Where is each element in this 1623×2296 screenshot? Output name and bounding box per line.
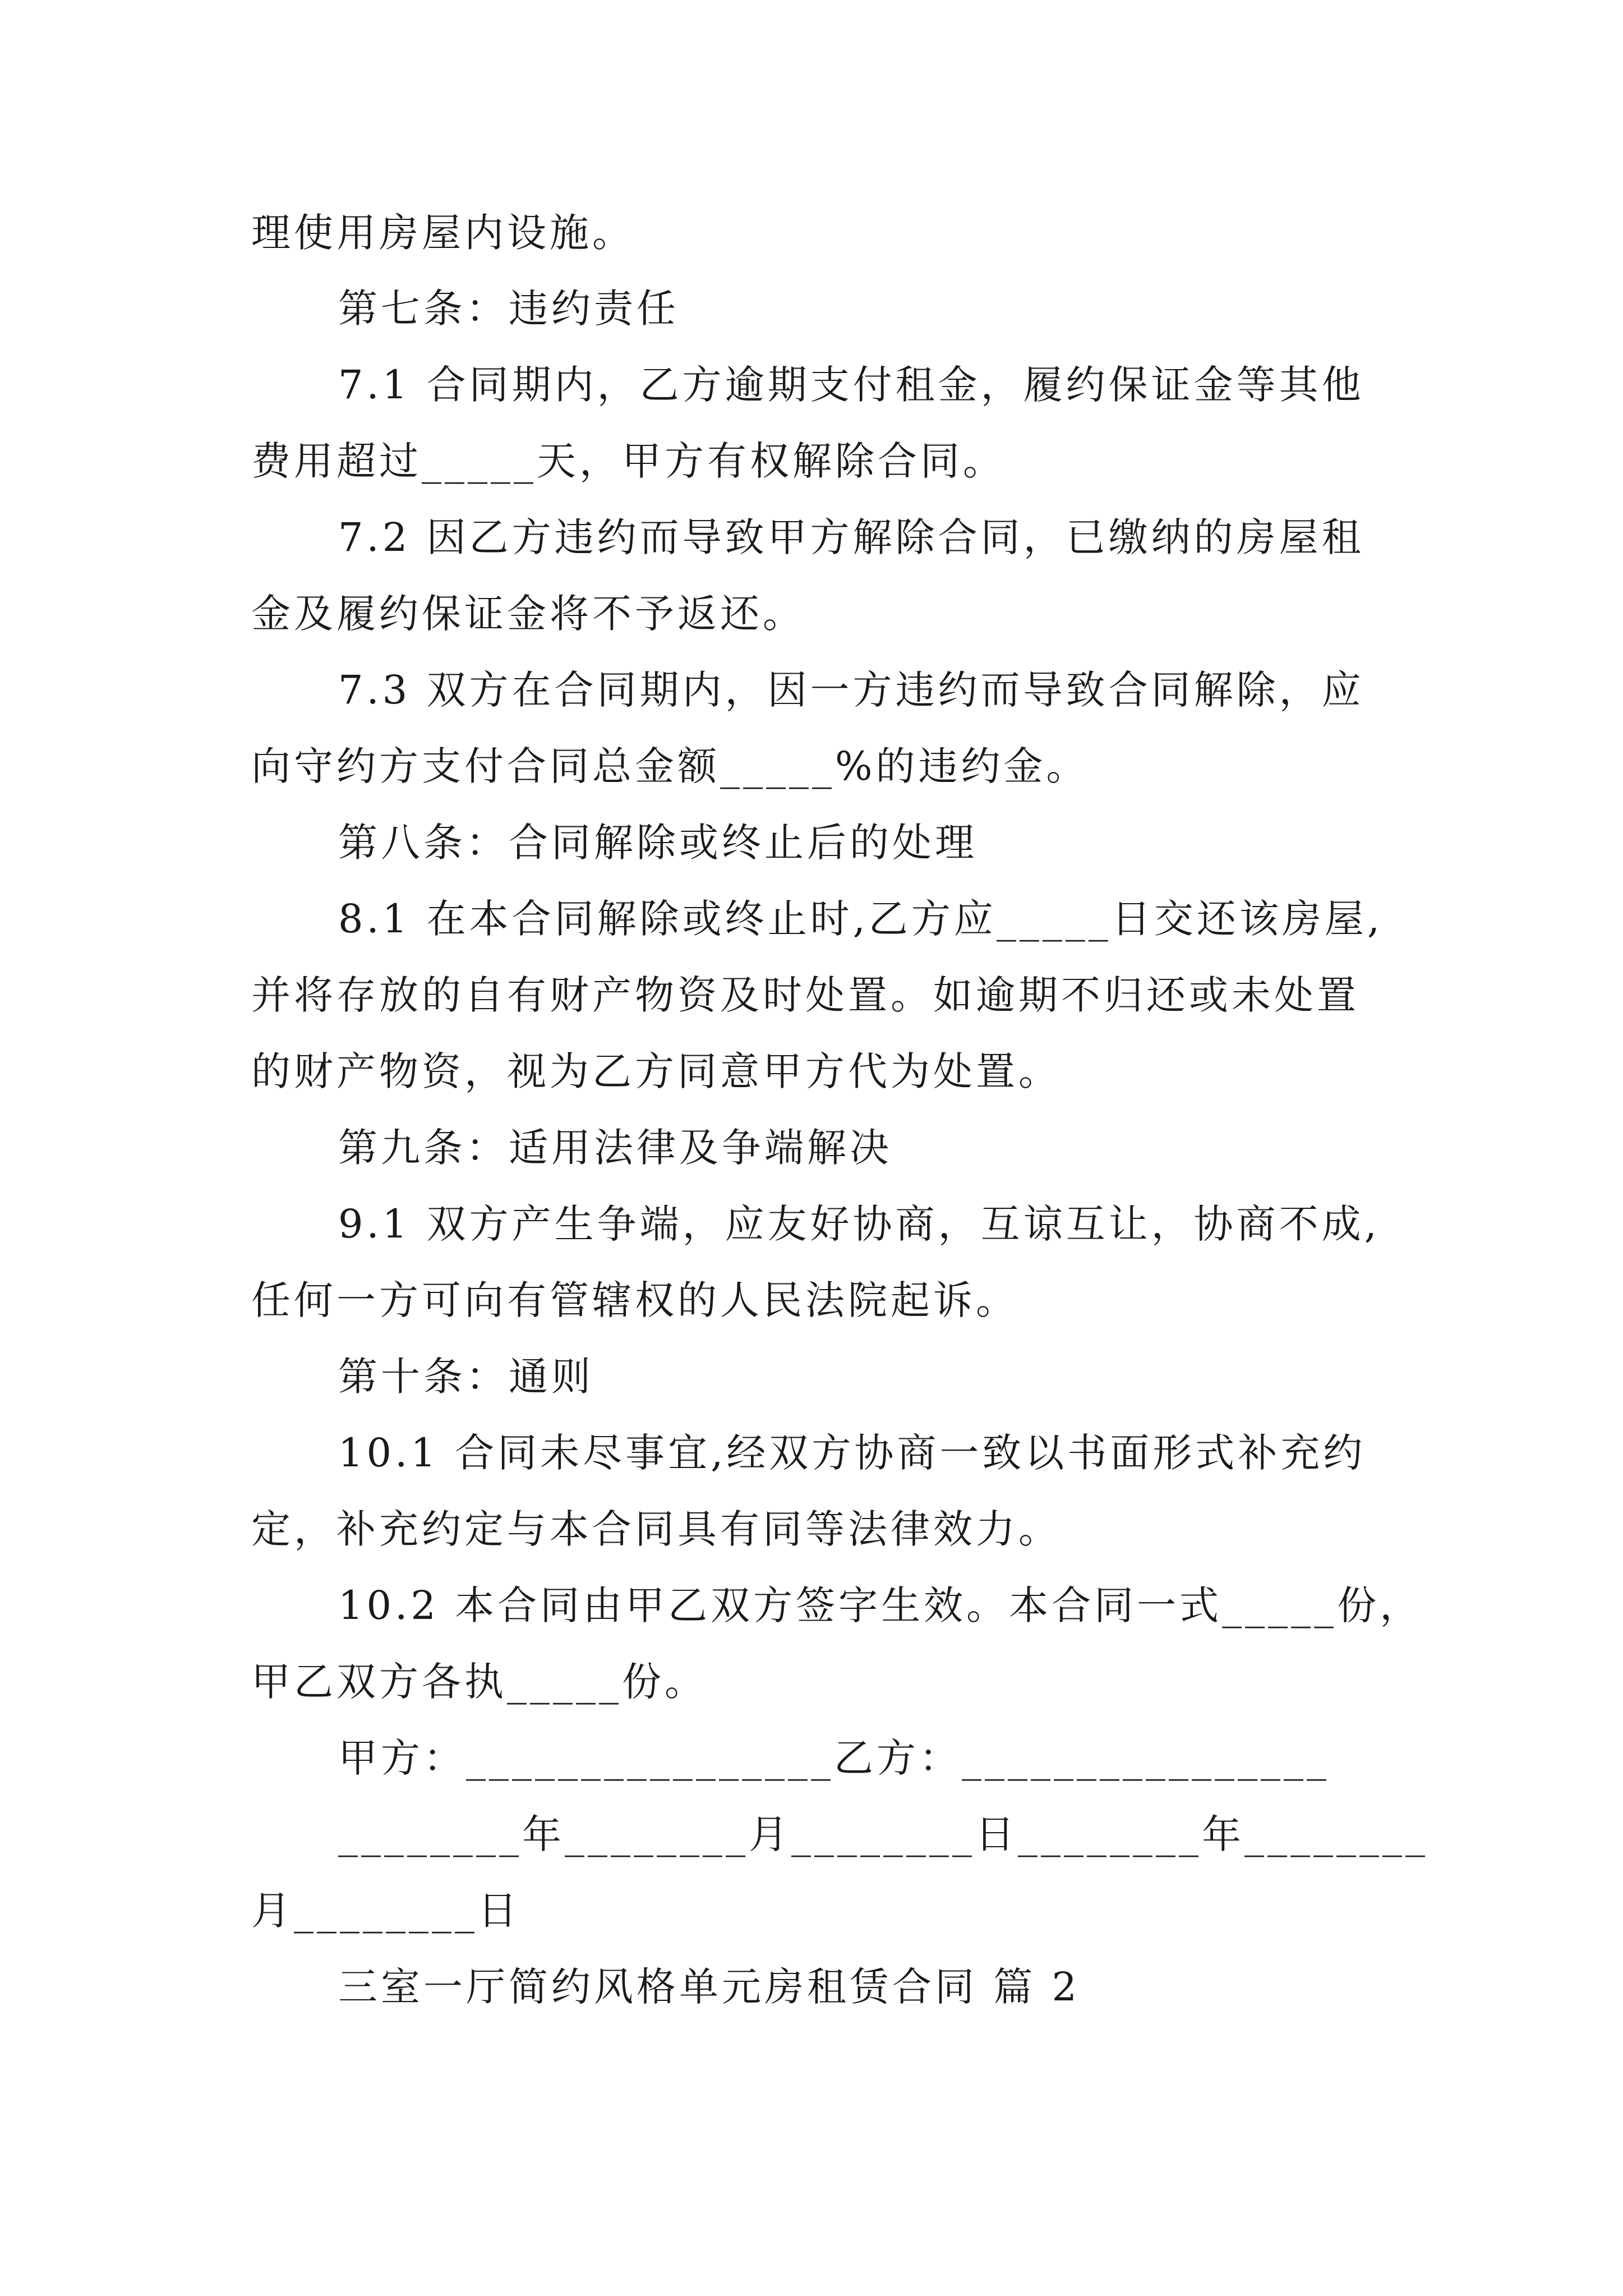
- section-heading-10: 第十条：通则: [338, 1354, 594, 1400]
- text-line: 并将存放的自有财产物资及时处置。如逾期不归还或未处置: [251, 972, 1359, 1018]
- text-line: 甲乙双方各执_____份。: [251, 1659, 707, 1705]
- section-heading-9: 第九条：适用法律及争端解决: [338, 1125, 892, 1171]
- clause-10-2: 10.2 本合同由甲乙双方签字生效。本合同一式_____份，: [338, 1582, 1423, 1628]
- next-contract-title: 三室一厅简约风格单元房租赁合同 篇 2: [338, 1964, 1081, 2010]
- text-line: 理使用房屋内设施。: [251, 210, 635, 256]
- signature-parties: 甲方：________________乙方：________________: [338, 1735, 1330, 1781]
- signature-dates: ________年________月________日________年________: [338, 1811, 1428, 1857]
- text-line: 的财产物资，视为乙方同意甲方代为处置。: [251, 1048, 1061, 1094]
- clause-7-3: 7.3 双方在合同期内，因一方违约而导致合同解除，应: [338, 667, 1364, 713]
- clause-10-1: 10.1 合同未尽事宜,经双方协商一致以书面形式补充约: [338, 1430, 1366, 1476]
- text-line: 费用超过_____天，甲方有权解除合同。: [251, 438, 1006, 484]
- text-line: 金及履约保证金将不予返还。: [251, 591, 805, 637]
- text-line: 向守约方支付合同总金额_____%的违约金。: [251, 743, 1089, 789]
- text-line: 定，补充约定与本合同具有同等法律效力。: [251, 1506, 1061, 1552]
- text-line: 任何一方可向有管辖权的人民法院起诉。: [251, 1277, 1018, 1323]
- clause-9-1: 9.1 双方产生争端，应友好协商，互谅互让，协商不成,: [338, 1201, 1380, 1247]
- section-heading-7: 第七条：违约责任: [338, 286, 679, 332]
- section-heading-8: 第八条：合同解除或终止后的处理: [338, 820, 978, 866]
- clause-7-2: 7.2 因乙方违约而导致甲方解除合同，已缴纳的房屋租: [338, 514, 1364, 560]
- signature-dates-cont: 月________日: [251, 1888, 520, 1934]
- clause-8-1: 8.1 在本合同解除或终止时,乙方应_____日交还该房屋,: [338, 896, 1384, 942]
- clause-7-1: 7.1 合同期内，乙方逾期支付租金，履约保证金等其他: [338, 362, 1364, 408]
